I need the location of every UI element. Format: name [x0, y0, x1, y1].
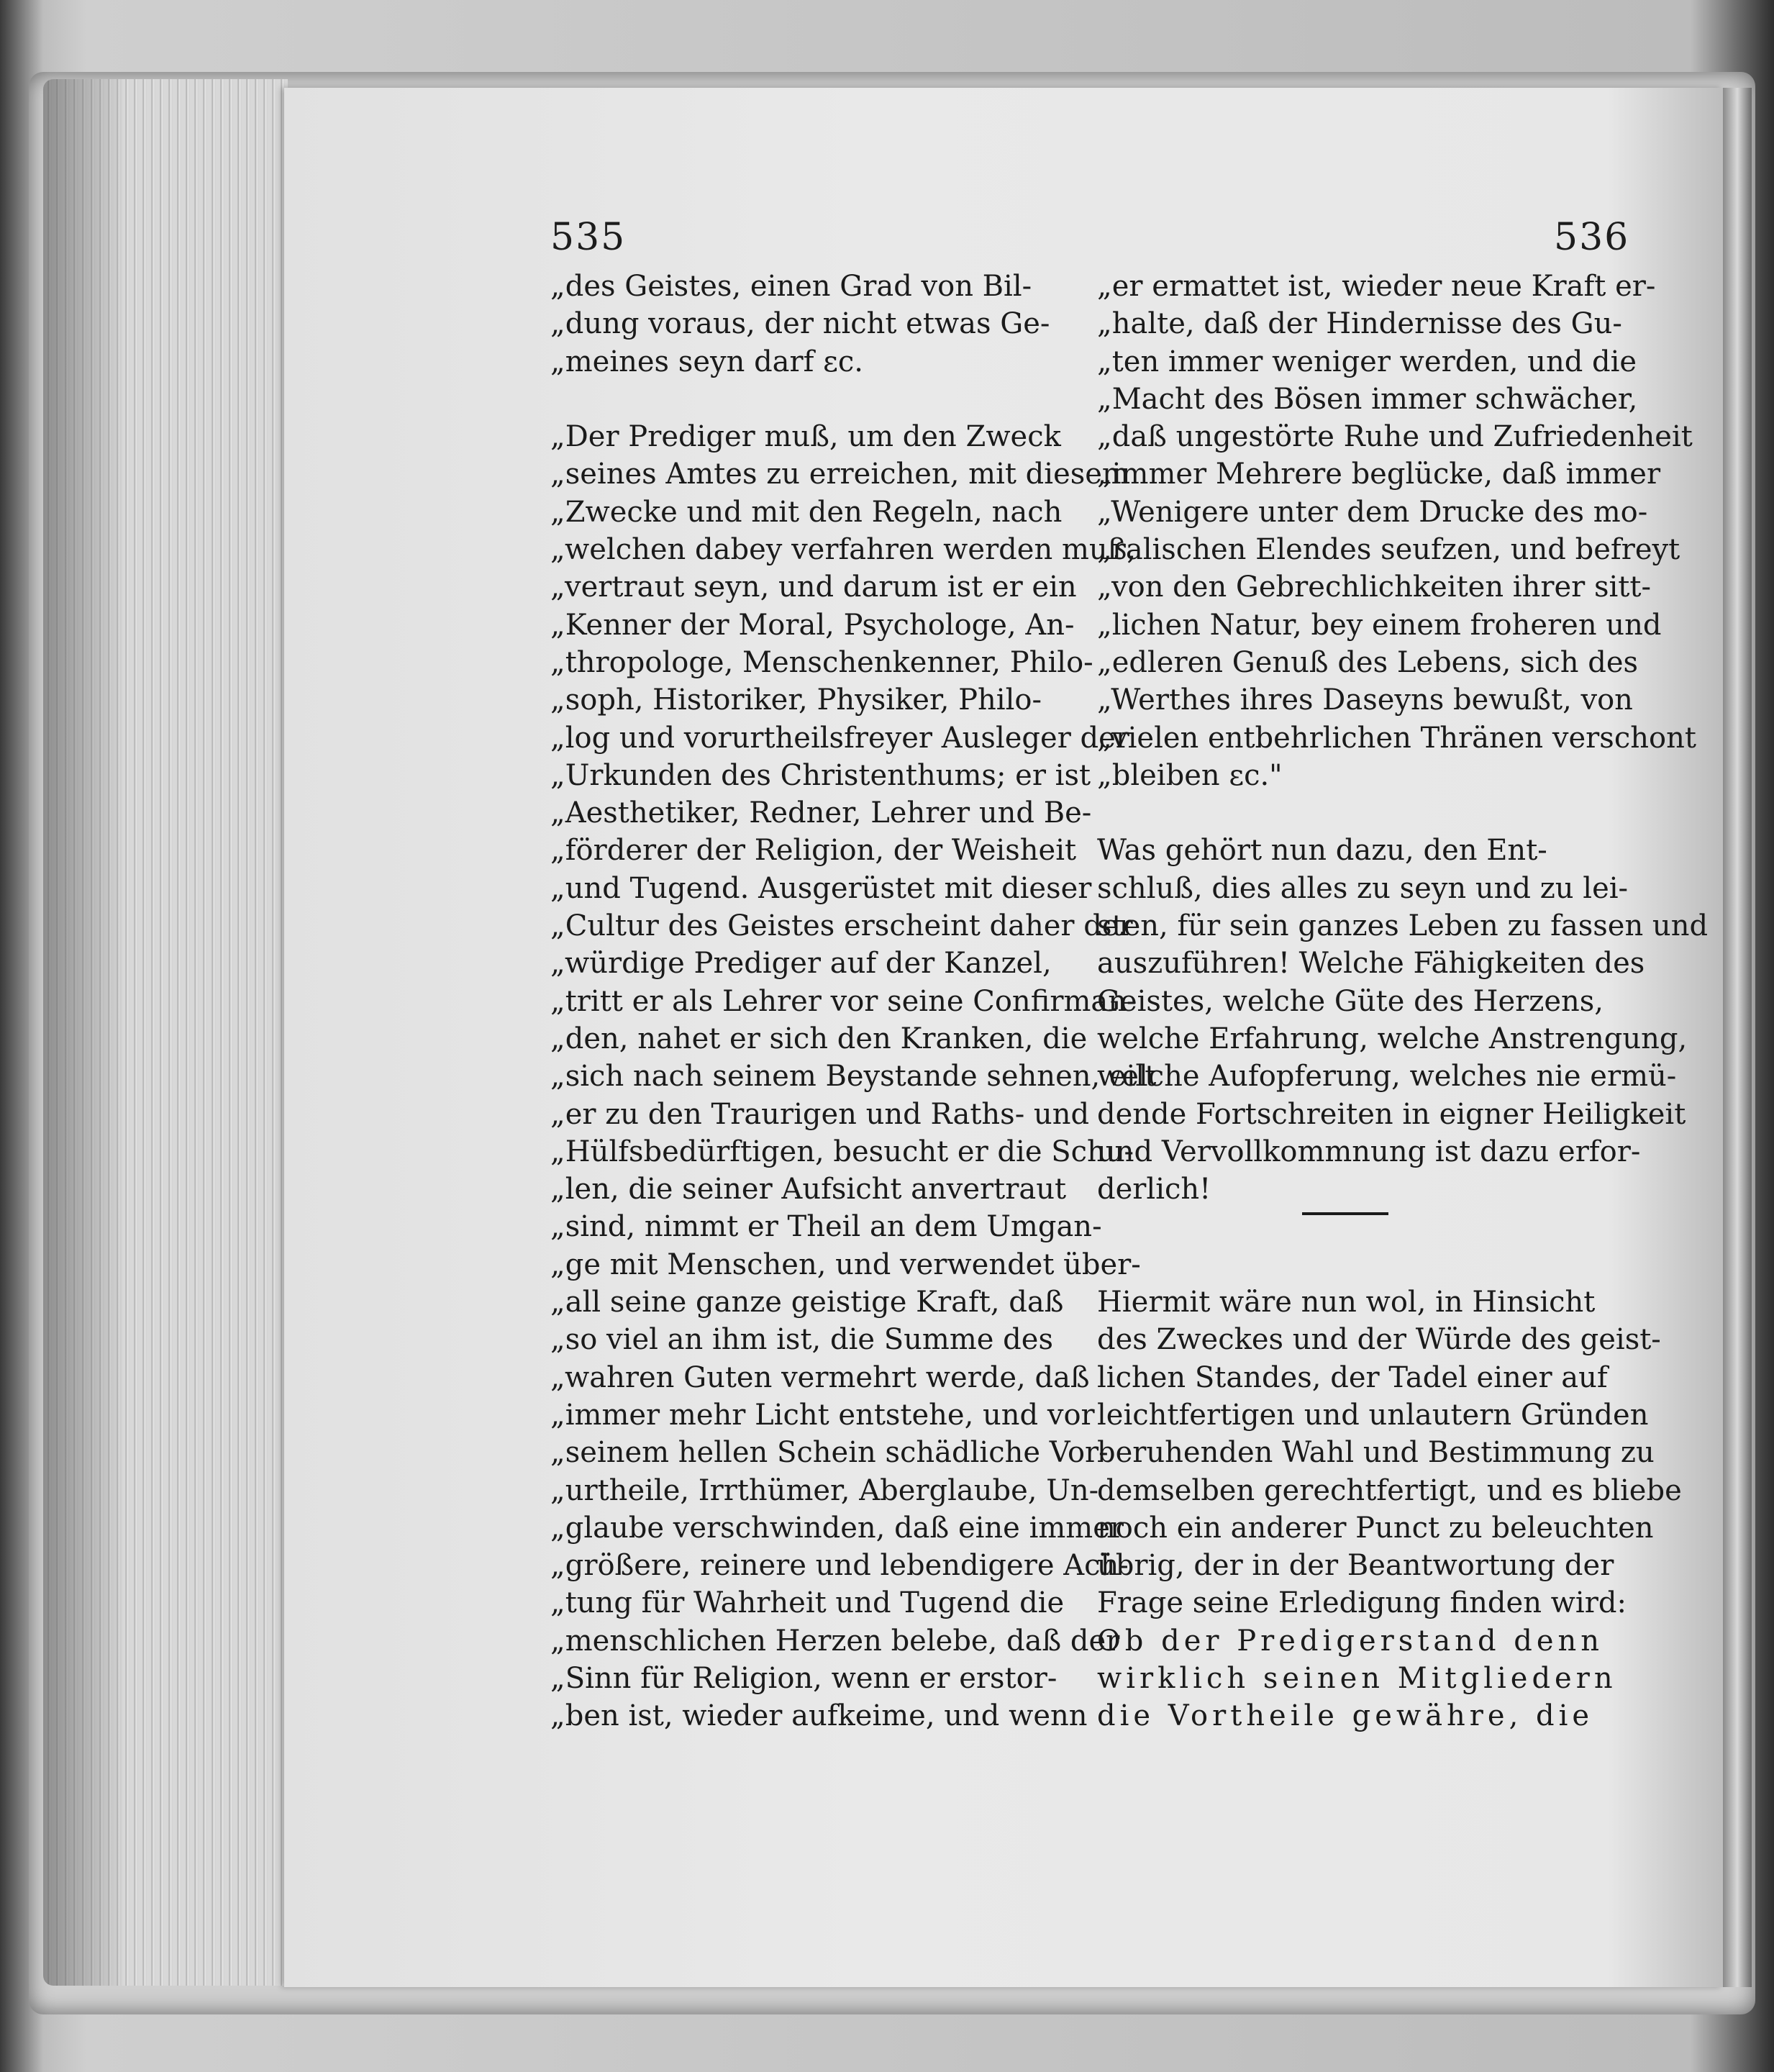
- section-divider-rule: [1302, 1212, 1388, 1215]
- text-line: „Der Prediger muß, um den Zweck: [550, 420, 1061, 454]
- text-line: Ob der Predigerstand denn: [1097, 1624, 1604, 1658]
- text-line: sten, für sein ganzes Leben zu fassen und: [1097, 909, 1709, 943]
- text-line: „ten immer weniger werden, und die: [1097, 345, 1637, 378]
- text-line: „förderer der Religion, der Weisheit: [550, 834, 1077, 868]
- text-line: demselben gerechtfertigt, und es bliebe: [1097, 1473, 1682, 1507]
- text-line: „menschlichen Herzen belebe, daß der: [550, 1624, 1120, 1658]
- text-line: „len, die seiner Aufsicht anvertraut: [550, 1173, 1067, 1207]
- text-line: „daß ungestörte Ruhe und Zufriedenheit: [1097, 420, 1693, 454]
- text-line: „lichen Natur, bey einem froheren und: [1097, 608, 1662, 642]
- page-edges-shade: [43, 79, 122, 1986]
- text-line: „Wenigere unter dem Drucke des mo-: [1097, 495, 1648, 529]
- text-line: des Zweckes und der Würde des geist-: [1097, 1323, 1661, 1357]
- text-line: leichtfertigen und unlautern Gründen: [1097, 1398, 1649, 1432]
- text-line: Geistes, welche Güte des Herzens,: [1097, 984, 1604, 1018]
- text-line: „er zu den Traurigen und Raths- und: [550, 1097, 1090, 1131]
- text-line: „Sinn für Religion, wenn er erstor-: [550, 1661, 1057, 1695]
- text-line: „er ermattet ist, wieder neue Kraft er-: [1097, 270, 1656, 303]
- text-line: „Werthes ihres Daseyns bewußt, von: [1097, 683, 1633, 717]
- text-line: „halte, daß der Hindernisse des Gu-: [1097, 307, 1622, 341]
- text-line: „größere, reinere und lebendigere Ach-: [550, 1549, 1129, 1583]
- text-line: „all seine ganze geistige Kraft, daß: [550, 1286, 1064, 1319]
- text-line: „ben ist, wieder aufkeime, und wenn: [550, 1699, 1088, 1733]
- text-line: „Macht des Bösen immer schwächer,: [1097, 382, 1638, 416]
- text-line: [1097, 1246, 1619, 1283]
- text-line: „edleren Genuß des Lebens, sich des: [1097, 645, 1639, 679]
- text-line: „soph, Historiker, Physiker, Philo-: [550, 683, 1042, 717]
- text-line: Hiermit wäre nun wol, in Hinsicht: [1097, 1286, 1596, 1319]
- text-line: „Cultur des Geistes erscheint daher der: [550, 909, 1133, 943]
- text-line: „immer mehr Licht entstehe, und vor: [550, 1398, 1095, 1432]
- text-line: „würdige Prediger auf der Kanzel,: [550, 947, 1052, 981]
- text-line: „tritt er als Lehrer vor seine Confirman-: [550, 984, 1137, 1018]
- text-line: „und Tugend. Ausgerüstet mit dieser: [550, 871, 1092, 905]
- text-line: derlich!: [1097, 1173, 1211, 1207]
- text-line: „thropologe, Menschenkenner, Philo-: [550, 645, 1093, 679]
- text-line: beruhenden Wahl und Bestimmung zu: [1097, 1436, 1655, 1470]
- text-line: „seines Amtes zu erreichen, mit diesem: [550, 458, 1129, 491]
- text-line: „meines seyn darf ɛc.: [550, 345, 863, 378]
- text-line: noch ein anderer Punct zu beleuchten: [1097, 1511, 1654, 1545]
- text-line: „sind, nimmt er Theil an dem Umgan-: [550, 1210, 1102, 1244]
- text-line: „seinem hellen Schein schädliche Vor-: [550, 1436, 1109, 1470]
- text-line: „des Geistes, einen Grad von Bil-: [550, 270, 1032, 303]
- text-line: „den, nahet er sich den Kranken, die: [550, 1022, 1088, 1055]
- right-text-column: [1097, 268, 1709, 1735]
- text-line: „vielen entbehrlichen Thränen verschont: [1097, 721, 1696, 755]
- text-line: auszuführen! Welche Fähigkeiten des: [1097, 947, 1645, 981]
- text-line: „ralischen Elendes seufzen, und befreyt: [1097, 533, 1680, 567]
- text-line: übrig, der in der Beantwortung der: [1097, 1549, 1614, 1583]
- text-line: Was gehört nun dazu, den Ent-: [1097, 834, 1547, 868]
- text-line: „welchen dabey verfahren werden muß,: [550, 533, 1137, 567]
- text-line: „von den Gebrechlichkeiten ihrer sitt-: [1097, 571, 1651, 604]
- text-line: „Hülfsbedürftigen, besucht er die Schu-: [550, 1135, 1134, 1168]
- text-line: „so viel an ihm ist, die Summe des: [550, 1323, 1053, 1357]
- page-number-left: 535: [550, 216, 627, 259]
- text-line: „dung voraus, der nicht etwas Ge-: [550, 307, 1050, 341]
- text-line: dende Fortschreiten in eigner Heiligkeit: [1097, 1097, 1686, 1131]
- text-line: Frage seine Erledigung finden wird:: [1097, 1586, 1627, 1620]
- page-number-right: 536: [1554, 216, 1630, 259]
- text-line: „urtheile, Irrthümer, Aberglaube, Un-: [550, 1473, 1099, 1507]
- text-line: welche Erfahrung, welche Anstrengung,: [1097, 1022, 1688, 1055]
- text-line: die Vortheile gewähre, die: [1097, 1699, 1594, 1733]
- text-line: „tung für Wahrheit und Tugend die: [550, 1586, 1065, 1620]
- text-line: „Urkunden des Christenthums; er ist: [550, 758, 1091, 792]
- text-line: [550, 381, 1072, 418]
- text-line: lichen Standes, der Tadel einer auf: [1097, 1360, 1608, 1394]
- text-line: „wahren Guten vermehrt werde, daß: [550, 1360, 1090, 1394]
- text-line: „immer Mehrere beglücke, daß immer: [1097, 458, 1661, 491]
- text-line: „sich nach seinem Beystande sehnen, eilt: [550, 1060, 1157, 1094]
- text-line: „bleiben ɛc.": [1097, 758, 1283, 792]
- text-line: wirklich seinen Mitgliedern: [1097, 1661, 1617, 1695]
- text-line: „log und vorurtheilsfreyer Ausleger der: [550, 721, 1129, 755]
- text-line: und Vervollkommnung ist dazu erfor-: [1097, 1135, 1641, 1168]
- page-right-edge: [1723, 88, 1752, 1987]
- text-line: „Zwecke und mit den Regeln, nach: [550, 495, 1063, 529]
- text-line: „ge mit Menschen, und verwendet über-: [550, 1248, 1141, 1281]
- text-line: „Kenner der Moral, Psychologe, An-: [550, 608, 1075, 642]
- text-line: „glaube verschwinden, daß eine immer: [550, 1511, 1124, 1545]
- text-line: [1097, 794, 1619, 832]
- text-line: „vertraut seyn, und darum ist er ein: [550, 571, 1077, 604]
- text-line: „Aesthetiker, Redner, Lehrer und Be-: [550, 796, 1092, 830]
- text-line: welche Aufopferung, welches nie ermü-: [1097, 1060, 1677, 1094]
- text-line: schluß, dies alles zu seyn und zu lei-: [1097, 871, 1629, 905]
